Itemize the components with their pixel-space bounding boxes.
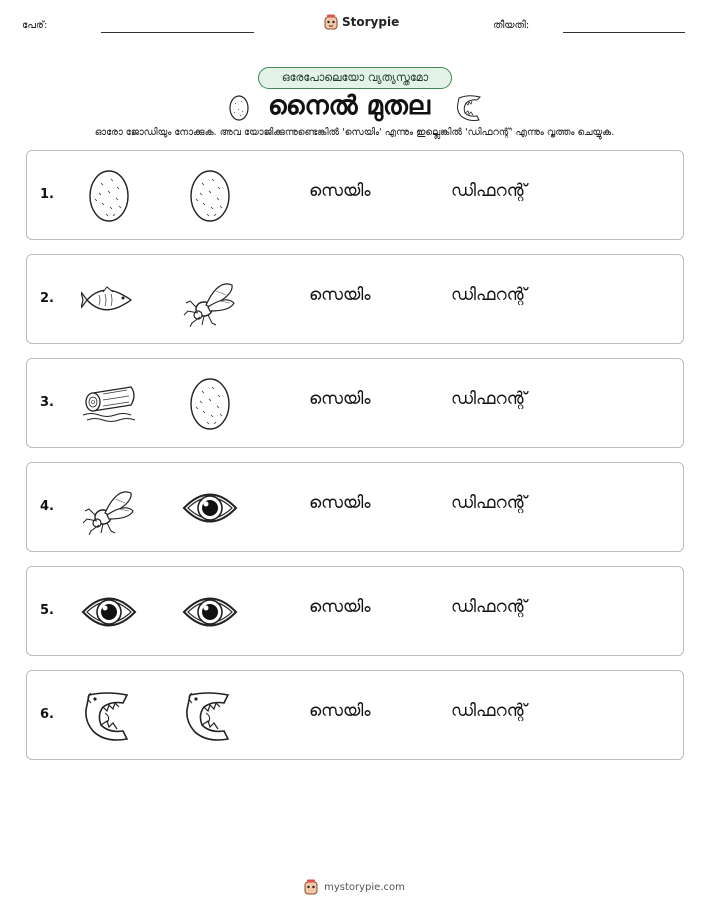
crocodile-head-icon: [454, 93, 484, 123]
date-label: തീയതി:: [493, 20, 530, 31]
date-line[interactable]: [563, 32, 685, 33]
name-line[interactable]: [101, 32, 254, 33]
page-footer: [0, 879, 709, 895]
name-label: പേര്:: [22, 20, 48, 31]
question-card: [26, 566, 684, 656]
storypie-logo-icon: [304, 879, 318, 895]
option-different[interactable]: ഡിഫറന്റ്: [451, 181, 527, 201]
option-different[interactable]: ഡിഫറന്റ്: [451, 701, 527, 721]
question-number: 4.: [40, 499, 54, 514]
fish-icon: [81, 273, 137, 327]
footer-url[interactable]: mystorypie.com: [324, 881, 405, 893]
option-same[interactable]: സെയിം: [309, 389, 371, 409]
option-same[interactable]: സെയിം: [309, 597, 371, 617]
title-row: [0, 91, 709, 125]
option-different[interactable]: ഡിഫറന്റ്: [451, 597, 527, 617]
eye-icon: [182, 585, 238, 639]
question-number: 5.: [40, 603, 54, 618]
fly-icon: [182, 273, 238, 327]
page-header: [0, 10, 709, 40]
egg-icon: [182, 377, 238, 431]
fly-icon: [81, 481, 137, 535]
brand-name: Storypie: [342, 15, 400, 29]
option-same[interactable]: സെയിം: [309, 285, 371, 305]
instructions: ഓരോ ജോഡിയും നോക്കുക. അവ യോജിക്കുന്നുണ്ടെങ്കിൽ 'സെയിം' എന്നും ഇല്ലെങ്കിൽ 'ഡിഫറന്റ്' എന്നും വൃത്തം ചെയ്യുക.: [94, 127, 615, 138]
question-card: [26, 150, 684, 240]
page-title: നൈൽ മുതല: [268, 91, 431, 121]
egg-icon: [228, 93, 250, 121]
question-number: 3.: [40, 395, 54, 410]
eye-icon: [182, 481, 238, 535]
question-number: 6.: [40, 707, 54, 722]
option-different[interactable]: ഡിഫറന്റ്: [451, 493, 527, 513]
question-card: [26, 254, 684, 344]
brand-logo: [324, 14, 399, 30]
option-same[interactable]: സെയിം: [309, 181, 371, 201]
crocodile-head-icon: [81, 689, 137, 743]
crocodile-head-icon: [182, 689, 238, 743]
egg-icon: [81, 169, 137, 223]
question-card: [26, 358, 684, 448]
question-number: 1.: [40, 187, 54, 202]
storypie-logo-icon: [324, 14, 338, 30]
log-icon: [81, 377, 137, 431]
egg-icon: [182, 169, 238, 223]
question-number: 2.: [40, 291, 54, 306]
option-different[interactable]: ഡിഫറന്റ്: [451, 285, 527, 305]
eye-icon: [81, 585, 137, 639]
worksheet-type-badge: ഒരേപോലെയോ വ്യത്യസ്തമോ: [258, 67, 452, 89]
option-different[interactable]: ഡിഫറന്റ്: [451, 389, 527, 409]
option-same[interactable]: സെയിം: [309, 493, 371, 513]
question-card: [26, 670, 684, 760]
option-same[interactable]: സെയിം: [309, 701, 371, 721]
question-card: [26, 462, 684, 552]
